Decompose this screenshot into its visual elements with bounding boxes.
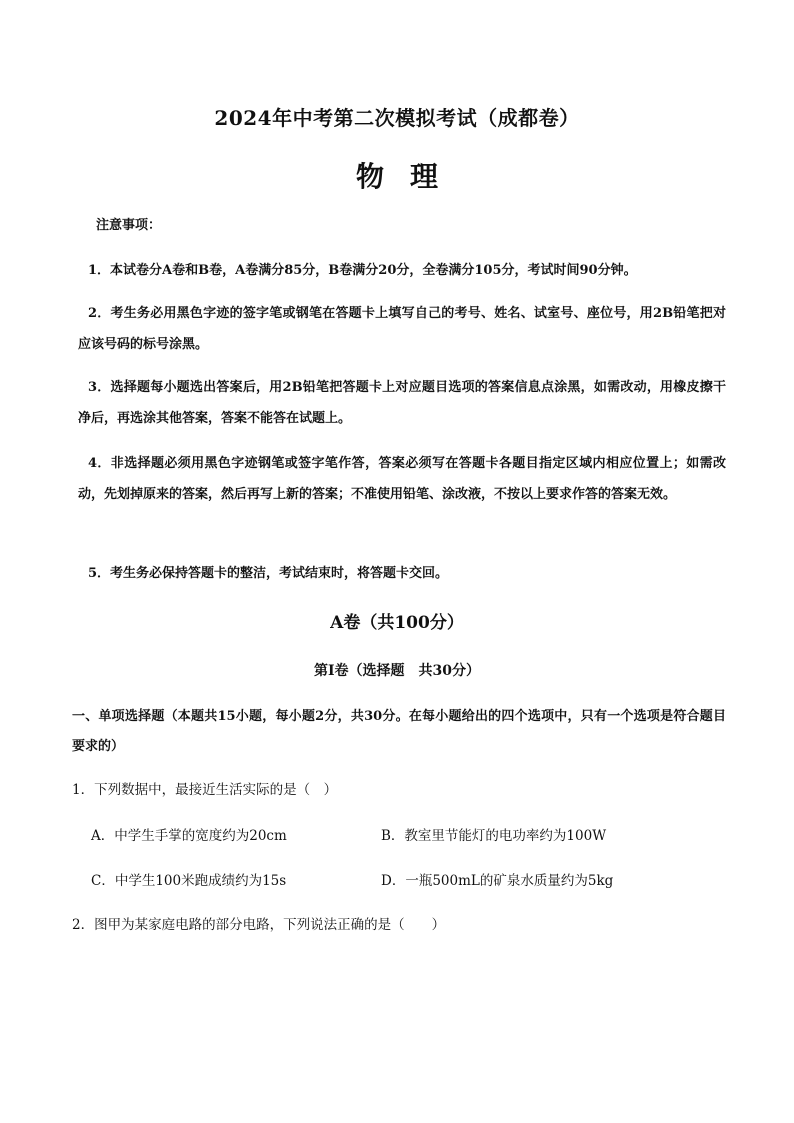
section-a-title: A卷（共100分） — [330, 613, 464, 633]
exam-title: 2024年中考第二次模拟考试（成都卷） — [214, 106, 580, 130]
section-part-title: 第Ⅰ卷（选择题 共30分） — [313, 663, 481, 679]
single-choice-heading: 一、单项选择题（本题共15小题，每小题2分，共30分。在每小题给出的四个选项中，只有一个选项是符合题目要求的） — [72, 709, 726, 754]
question-stem: 2．图甲为某家庭电路的部分电路，下列说法正确的是（ ） — [72, 917, 446, 933]
option-b: B．教室里节能灯的电功率约为100W — [381, 828, 607, 844]
notice-item: 1．本试卷分A卷和B卷，A卷满分85分，B卷满分20分，全卷满分105分，考试时间90分钟。 — [88, 263, 637, 278]
option-c: C．中学生100米跑成绩约为15s — [91, 873, 287, 889]
option-d: D．一瓶500mL的矿泉水质量约为5kg — [381, 873, 614, 889]
notice-heading: 注意事项： — [96, 218, 162, 233]
question-stem: 1．下列数据中，最接近生活实际的是（ ） — [72, 782, 338, 798]
notice-item: 2．考生务必用黑色字迹的签字笔或钢笔在答题卡上填写自己的考号、姓名、试室号、座位号，用2B铅笔把对应该号码的标号涂黑。 — [78, 306, 726, 352]
option-a: A．中学生手掌的宽度约为20cm — [91, 828, 287, 844]
notice-item: 4．非选择题必须用黑色字迹钢笔或签字笔作答，答案必须写在答题卡各题目指定区域内相应位置上；如需改动，先划掉原来的答案，然后再写上新的答案；不准使用铅笔、涂改液，不按以上要求作答的答案无效。 — [78, 456, 726, 502]
notice-item: 5．考生务必保持答题卡的整洁，考试结束时，将答题卡交回。 — [88, 566, 449, 581]
notice-item: 3．选择题每小题选出答案后，用2B铅笔把答题卡上对应题目选项的答案信息点涂黑，如需改动，用橡皮擦干净后，再选涂其他答案，答案不能答在试题上。 — [78, 380, 726, 426]
subject-title: 物理 — [355, 160, 464, 193]
